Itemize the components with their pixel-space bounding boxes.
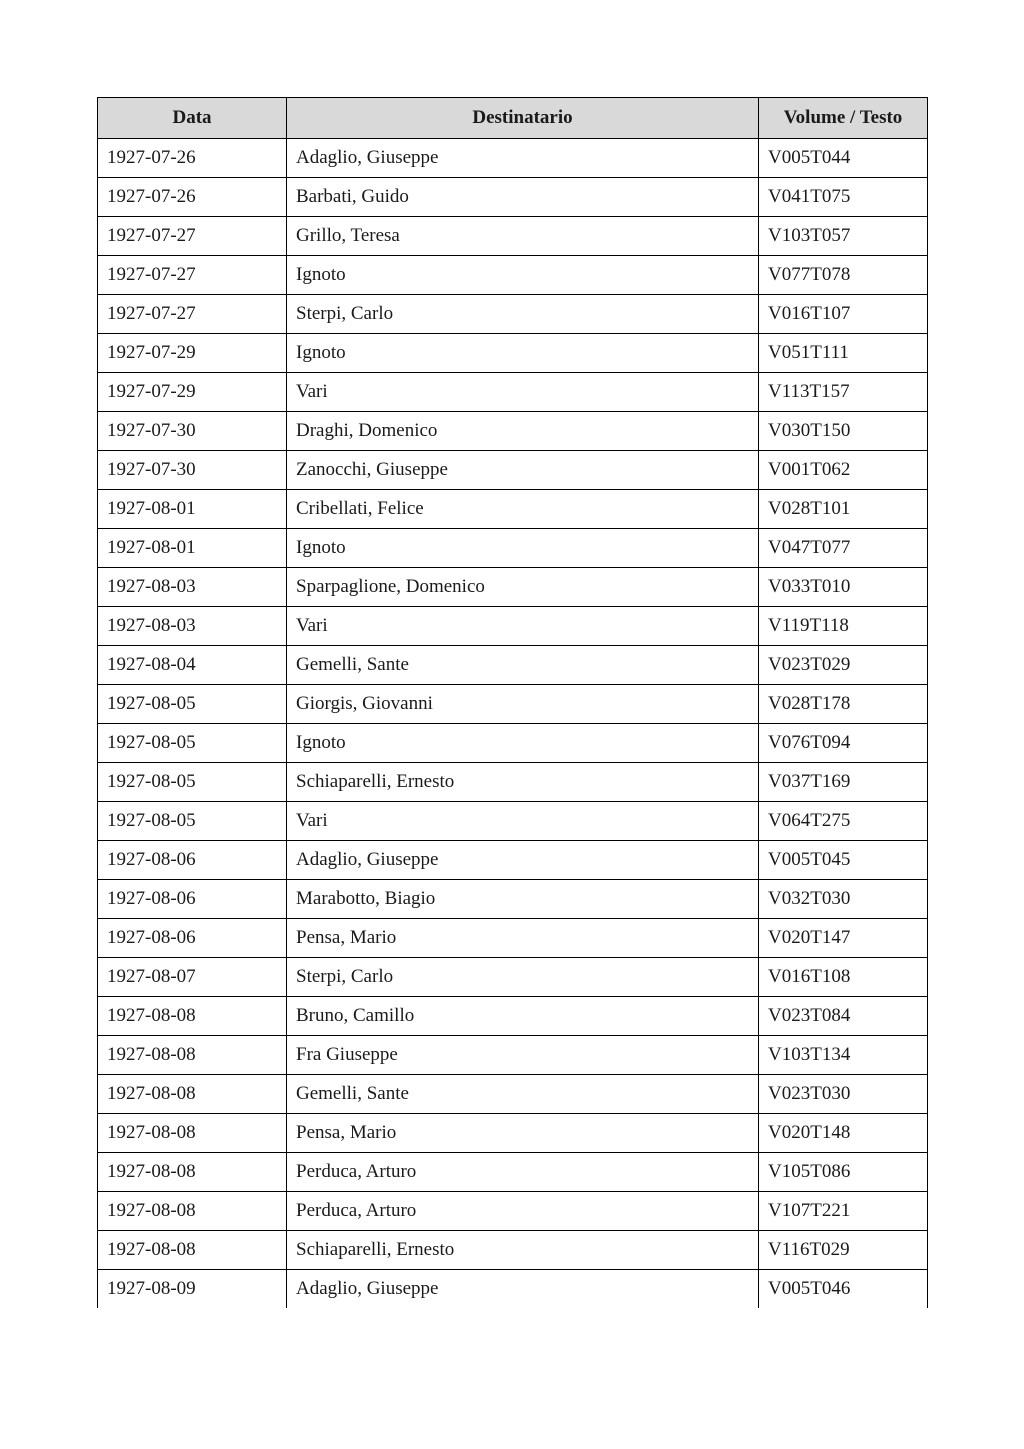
cell-date: 1927-08-08 (98, 1153, 287, 1192)
table-row (98, 997, 928, 1036)
table-row (98, 1075, 928, 1114)
cell-volume-text: V028T178 (759, 685, 928, 724)
table-row (98, 607, 928, 646)
cell-volume-text: V113T157 (759, 373, 928, 412)
cell-volume-text: V023T030 (759, 1075, 928, 1114)
cell-volume-text: V016T108 (759, 958, 928, 997)
header-row (98, 98, 928, 139)
table-row (98, 646, 928, 685)
cell-recipient: Adaglio, Giuseppe (287, 841, 759, 880)
table-row (98, 373, 928, 412)
cell-volume-text: V119T118 (759, 607, 928, 646)
cell-date: 1927-08-06 (98, 880, 287, 919)
cell-date: 1927-08-01 (98, 529, 287, 568)
table-row (98, 568, 928, 607)
cell-date: 1927-08-08 (98, 1036, 287, 1075)
cell-date: 1927-08-03 (98, 568, 287, 607)
table-header (98, 98, 928, 139)
cell-recipient: Vari (287, 607, 759, 646)
cell-recipient: Pensa, Mario (287, 1114, 759, 1153)
table-row (98, 763, 928, 802)
cell-volume-text: V005T046 (759, 1270, 928, 1309)
cell-volume-text: V005T045 (759, 841, 928, 880)
table-row (98, 919, 928, 958)
cell-volume-text: V076T094 (759, 724, 928, 763)
table-row (98, 295, 928, 334)
cell-volume-text: V005T044 (759, 139, 928, 178)
cell-volume-text: V047T077 (759, 529, 928, 568)
cell-volume-text: V016T107 (759, 295, 928, 334)
cell-volume-text: V116T029 (759, 1231, 928, 1270)
table-row (98, 256, 928, 295)
cell-date: 1927-08-05 (98, 685, 287, 724)
cell-recipient: Schiaparelli, Ernesto (287, 1231, 759, 1270)
cell-date: 1927-08-08 (98, 1231, 287, 1270)
cell-recipient: Schiaparelli, Ernesto (287, 763, 759, 802)
cell-date: 1927-07-29 (98, 373, 287, 412)
cell-recipient: Draghi, Domenico (287, 412, 759, 451)
cell-volume-text: V103T134 (759, 1036, 928, 1075)
cell-recipient: Adaglio, Giuseppe (287, 1270, 759, 1309)
table-row (98, 880, 928, 919)
cell-date: 1927-07-30 (98, 451, 287, 490)
cell-volume-text: V020T148 (759, 1114, 928, 1153)
cell-date: 1927-08-01 (98, 490, 287, 529)
cell-date: 1927-07-30 (98, 412, 287, 451)
cell-recipient: Ignoto (287, 529, 759, 568)
cell-volume-text: V030T150 (759, 412, 928, 451)
cell-recipient: Ignoto (287, 334, 759, 373)
table-row (98, 1114, 928, 1153)
table-row (98, 1036, 928, 1075)
cell-date: 1927-07-29 (98, 334, 287, 373)
table-row (98, 139, 928, 178)
header-destinatario: Destinatario (287, 98, 759, 139)
cell-volume-text: V001T062 (759, 451, 928, 490)
cell-recipient: Grillo, Teresa (287, 217, 759, 256)
table-row (98, 178, 928, 217)
table-row (98, 958, 928, 997)
cell-recipient: Sterpi, Carlo (287, 295, 759, 334)
cell-recipient: Zanocchi, Giuseppe (287, 451, 759, 490)
cell-date: 1927-07-26 (98, 139, 287, 178)
table-row (98, 1231, 928, 1270)
table-row (98, 1270, 928, 1309)
table-body (98, 139, 928, 1309)
cell-date: 1927-08-08 (98, 1114, 287, 1153)
letters-table (97, 97, 928, 1308)
cell-volume-text: V103T057 (759, 217, 928, 256)
cell-date: 1927-08-08 (98, 1075, 287, 1114)
cell-date: 1927-08-05 (98, 802, 287, 841)
cell-volume-text: V107T221 (759, 1192, 928, 1231)
cell-date: 1927-07-27 (98, 295, 287, 334)
cell-recipient: Fra Giuseppe (287, 1036, 759, 1075)
cell-volume-text: V037T169 (759, 763, 928, 802)
cell-volume-text: V020T147 (759, 919, 928, 958)
cell-date: 1927-08-09 (98, 1270, 287, 1309)
table-row (98, 841, 928, 880)
cell-date: 1927-07-26 (98, 178, 287, 217)
cell-date: 1927-08-03 (98, 607, 287, 646)
cell-date: 1927-08-06 (98, 919, 287, 958)
cell-recipient: Gemelli, Sante (287, 1075, 759, 1114)
cell-recipient: Ignoto (287, 724, 759, 763)
table-row (98, 451, 928, 490)
cell-date: 1927-08-05 (98, 763, 287, 802)
cell-volume-text: V033T010 (759, 568, 928, 607)
header-volume-testo: Volume / Testo (759, 98, 928, 139)
table-row (98, 217, 928, 256)
cell-date: 1927-07-27 (98, 256, 287, 295)
cell-recipient: Giorgis, Giovanni (287, 685, 759, 724)
header-data: Data (98, 98, 287, 139)
cell-recipient: Marabotto, Biagio (287, 880, 759, 919)
cell-date: 1927-08-07 (98, 958, 287, 997)
cell-recipient: Pensa, Mario (287, 919, 759, 958)
cell-recipient: Vari (287, 802, 759, 841)
cell-volume-text: V077T078 (759, 256, 928, 295)
cell-recipient: Sparpaglione, Domenico (287, 568, 759, 607)
cell-recipient: Bruno, Camillo (287, 997, 759, 1036)
table-row (98, 412, 928, 451)
cell-date: 1927-07-27 (98, 217, 287, 256)
cell-volume-text: V105T086 (759, 1153, 928, 1192)
cell-recipient: Gemelli, Sante (287, 646, 759, 685)
cell-date: 1927-08-04 (98, 646, 287, 685)
table-row (98, 1153, 928, 1192)
cell-volume-text: V023T084 (759, 997, 928, 1036)
cell-recipient: Barbati, Guido (287, 178, 759, 217)
table-row (98, 685, 928, 724)
cell-date: 1927-08-06 (98, 841, 287, 880)
cell-date: 1927-08-08 (98, 1192, 287, 1231)
cell-recipient: Perduca, Arturo (287, 1153, 759, 1192)
table-row (98, 724, 928, 763)
cell-volume-text: V064T275 (759, 802, 928, 841)
table-row (98, 490, 928, 529)
cell-recipient: Adaglio, Giuseppe (287, 139, 759, 178)
cell-volume-text: V051T111 (759, 334, 928, 373)
cell-volume-text: V028T101 (759, 490, 928, 529)
cell-volume-text: V023T029 (759, 646, 928, 685)
cell-volume-text: V041T075 (759, 178, 928, 217)
cell-date: 1927-08-08 (98, 997, 287, 1036)
cell-recipient: Ignoto (287, 256, 759, 295)
table-row (98, 334, 928, 373)
table-row (98, 1192, 928, 1231)
cell-recipient: Vari (287, 373, 759, 412)
table-row (98, 802, 928, 841)
cell-volume-text: V032T030 (759, 880, 928, 919)
cell-recipient: Cribellati, Felice (287, 490, 759, 529)
cell-recipient: Perduca, Arturo (287, 1192, 759, 1231)
table-row (98, 529, 928, 568)
cell-date: 1927-08-05 (98, 724, 287, 763)
cell-recipient: Sterpi, Carlo (287, 958, 759, 997)
